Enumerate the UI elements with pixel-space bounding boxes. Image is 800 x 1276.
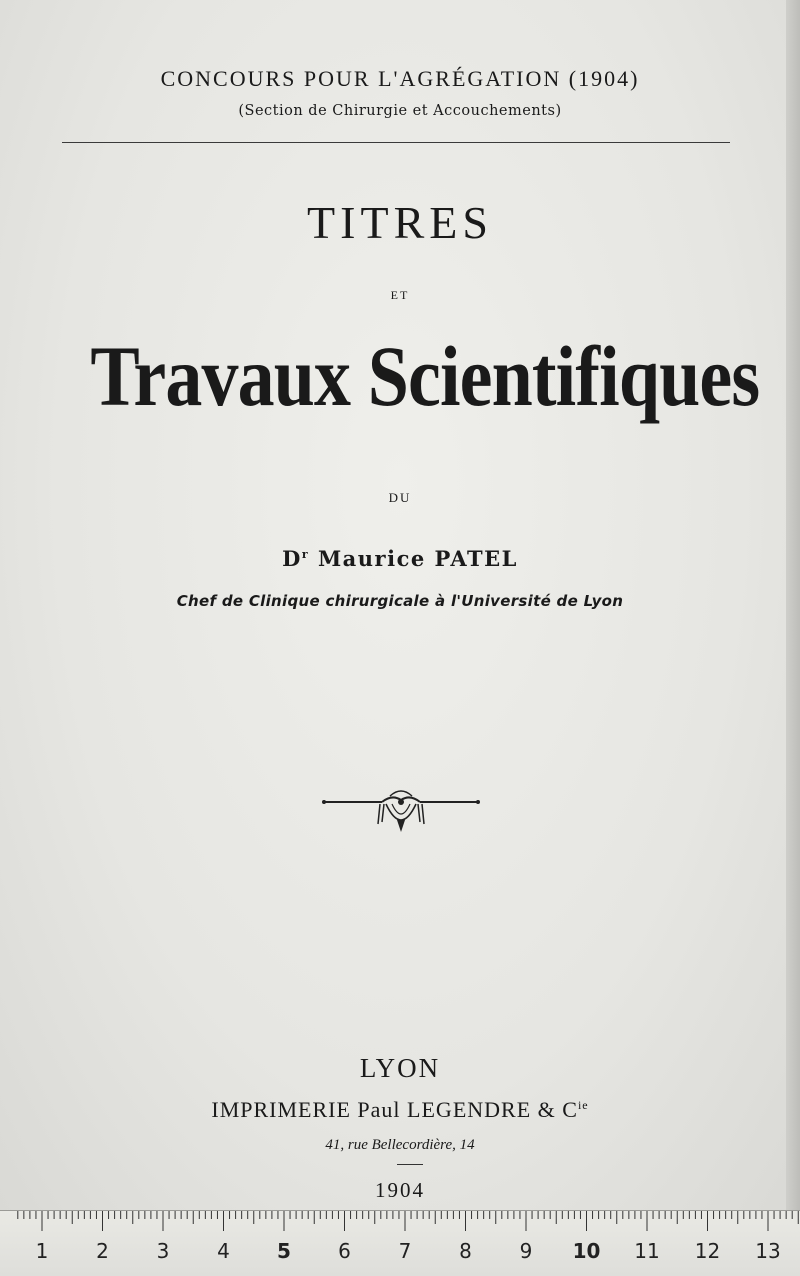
imprint-city: LYON [359, 1053, 441, 1083]
imprint-year: 1904 [375, 1178, 425, 1202]
ornament-icon [320, 786, 482, 838]
ruler-number: 3 [156, 1239, 170, 1263]
section-subheading: (Section de Chirurgie et Accouchements) [238, 103, 562, 119]
ruler-number: 2 [96, 1239, 109, 1263]
author-prefix-sup: r [301, 548, 310, 561]
ruler-number: 7 [398, 1239, 412, 1263]
author-affiliation: Chef de Clinique chirurgicale à l'Université de Lyon [176, 592, 624, 610]
ruler-number: 11 [634, 1239, 660, 1263]
main-title: Travaux Scientifiques [90, 328, 760, 424]
header-rule [62, 142, 730, 143]
measuring-ruler [0, 1210, 800, 1276]
ruler-number: 10 [572, 1239, 601, 1263]
imprint-rule [397, 1164, 423, 1165]
ruler-number: 1 [35, 1239, 49, 1263]
printer-name: IMPRIMERIE Paul LEGENDRE & C [211, 1097, 578, 1122]
du-preposition: DU [388, 490, 412, 505]
ruler-number: 13 [755, 1239, 781, 1263]
et-conjunction: ET [390, 288, 410, 302]
ruler-number: 4 [217, 1239, 230, 1263]
author-line [0, 546, 800, 571]
competition-heading: CONCOURS POUR L'AGRÉGATION (1904) [160, 66, 640, 91]
ruler-number: 8 [459, 1239, 472, 1263]
printer-sup: ie [577, 1098, 589, 1112]
ruler-number: 9 [519, 1239, 533, 1263]
author-prefix: D [282, 546, 302, 571]
titres-heading: TITRES [307, 197, 493, 248]
imprint-printer [0, 1097, 800, 1123]
ruler-number: 5 [277, 1239, 291, 1263]
ruler-number: 6 [338, 1239, 351, 1263]
author-name: Maurice PATEL [317, 546, 518, 571]
ruler-number: 12 [694, 1239, 721, 1263]
imprint-address: 41, rue Bellecordière, 14 [325, 1137, 475, 1153]
